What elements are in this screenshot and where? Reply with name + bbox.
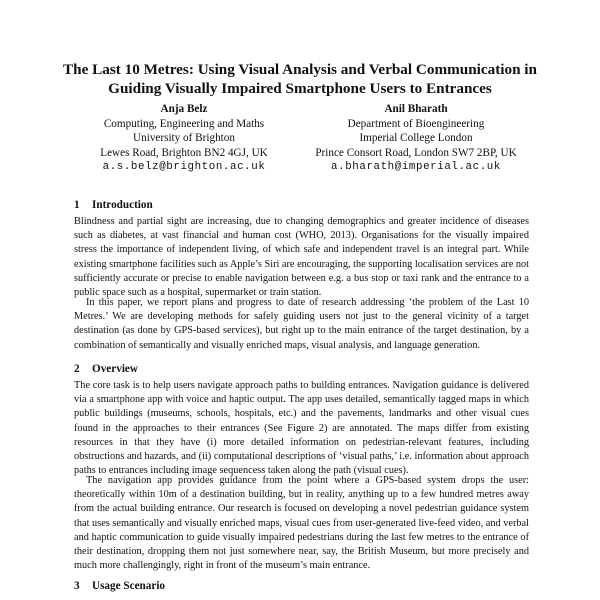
section-heading-usage-scenario	[74, 579, 534, 593]
author-address: Prince Consort Road, London SW7 2BP, UK	[315, 146, 517, 159]
author-department: Computing, Engineering and Maths	[103, 117, 265, 130]
paragraph: The core task is to help users navigate approach paths to building entrances. Navigation guidance is delivered via a smartphone app with voice and haptic output. The app uses detailed, semantically tagged maps in which public buildings (museums, schools, hospitals, etc.) and the pavements, landmarks and other visual cues found in the approaches to their entrances (See Figure 2) are annotated. The maps differ from existing resources in that they have (i) more detailed information on pedestrian-relevant features, including obstructions and hazards, and (ii) computational descriptions of ‘visual paths,’ i.e. information about approach paths to entrances including image sequencess taken along the path (visual cues).	[74, 380, 529, 477]
section-number: 1	[74, 199, 80, 211]
section-number: 2	[74, 363, 80, 375]
author-2	[286, 102, 546, 175]
section-title: Usage Scenario	[92, 580, 166, 592]
author-1	[84, 102, 284, 175]
section-number: 3	[74, 580, 80, 592]
paragraph: In this paper, we report plans and progress to date of research addressing ‘the problem of the Last 10 Metres.’ We are developing methods for safely guiding users not just to the general vicinity of a target destination (as done by GPS-based services), but right up to the main entrance of the target destination, by a combination of semantically and visually enriched maps, visual analysis, and language generation.	[74, 297, 529, 351]
author-block	[60, 102, 540, 182]
section-heading-introduction	[74, 198, 534, 212]
section-heading-overview	[74, 362, 534, 376]
author-institution: University of Brighton	[133, 132, 235, 145]
author-institution: Imperial College London	[359, 132, 473, 145]
section-title: Overview	[92, 363, 138, 375]
section-title: Introduction	[92, 199, 153, 211]
paper-title: The Last 10 Metres: Using Visual Analysis and Verbal Communication in Guiding Visually Impaired Smartphone Users to Entrances	[63, 61, 537, 97]
paragraph: The navigation app provides guidance from the point where a GPS-based system drops the user: theoretically within 10m of a destination building, but in reality, anything up to a few hundred metres away from the actual building entrance. Our research is focused on developing a novel pedestrian guidance system that uses semantically and visually enriched maps, visual cues from user-generated live-feed video, and verbal and haptic communication to guide visually impaired pedestrians during the last few metres to the entrance of their destination, dropping them not just somewhere near, say, the British Museum, but more precisely and much more challengingly, right in front of the museum’s main entrance.	[74, 475, 529, 572]
author-name: Anil Bharath	[384, 103, 448, 115]
paragraph: Blindness and partial sight are increasing, due to changing demographics and greater incidence of diseases such as diabetes, at vast financial and human cost (WHO, 2013). Organisations for the visually impaired stress the importance of independent living, of which safe and independent travel is an integral part. While existing smartphone facilities such as Apple’s Siri are encouraging, the supporting localisation services are not sufficiently accurate or precise to enable navigation between e.g. a bus stop or taxi rank and the entrance to a public space such as a hospital, supermarket or train station.	[74, 216, 529, 299]
author-name: Anja Belz	[160, 103, 208, 115]
author-address: Lewes Road, Brighton BN2 4GJ, UK	[100, 146, 268, 159]
author-department: Department of Bioengineering	[347, 117, 485, 130]
author-email: a.bharath@imperial.ac.uk	[331, 161, 501, 174]
author-email: a.s.belz@brighton.ac.uk	[102, 161, 266, 174]
